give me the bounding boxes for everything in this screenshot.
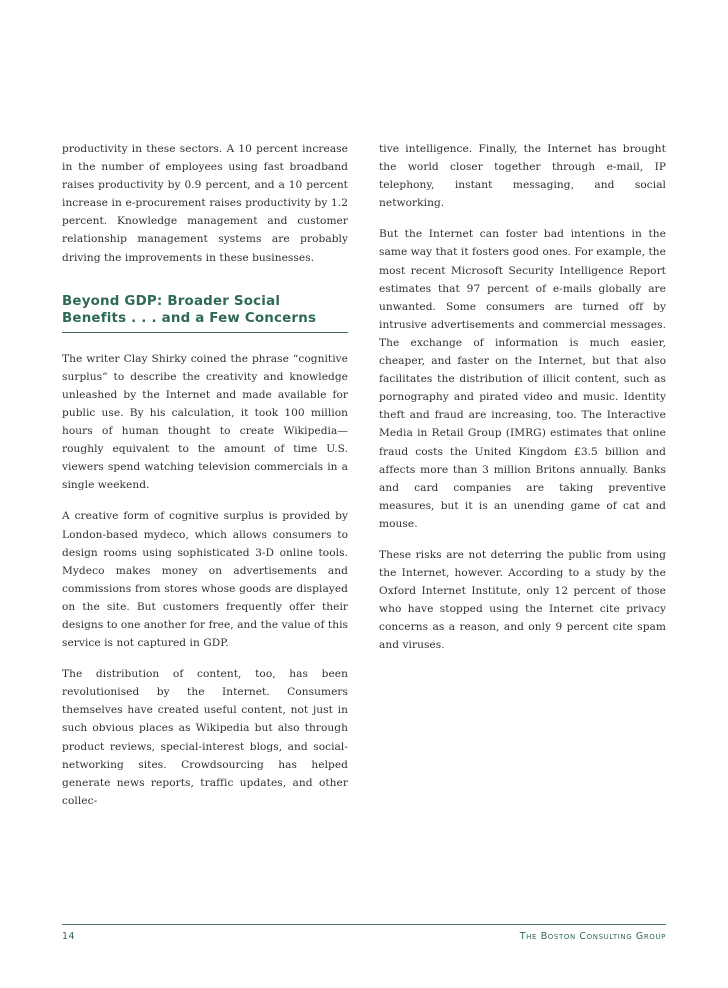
footer-organization: The Boston Consulting Group	[519, 931, 666, 942]
body-paragraph: The writer Clay Shirky coined the phrase “cognitive surplus” to describe the creativity and knowledge unleashed by the Internet and made available for public use. By his calculation, it took 100 million hours of human thought to create Wikipedia—roughly equivalent to the amount of time U.S. viewers spend watching television commercials in a single weekend.	[62, 352, 348, 492]
right-column	[379, 140, 666, 668]
body-paragraph: But the Internet can foster bad intentions in the same way that it fosters good ones. For example, the most recent Microsoft Security Intelligence Report estimates that 97 percent of e-mails globally are unwanted. Some consumers are turned off by intrusive advertisements and commercial messages. The exchange of information is much easier, cheaper, and faster on the Internet, but that also facilitates the distribution of illicit content, such as pornography and pirated video and music. Identity theft and fraud are increasing, too. The Interactive Media in Retail Group (IMRG) estimates that online fraud costs the United Kingdom £3.5 billion and affects more than 3 million Britons annually. Banks and card companies are taking preventive measures, but it is an unending game of cat and mouse.	[379, 228, 666, 530]
section-heading: Beyond GDP: Broader Social Benefits . . . and a Few Concerns	[62, 293, 317, 326]
body-paragraph: tive intelligence. Finally, the Internet has brought the world closer together through e-mail, IP telephony, instant messaging, and social networking.	[379, 143, 666, 210]
body-paragraph: The distribution of content, too, has been revolutionised by the Internet. Consumers themselves have created useful content, not just in such obvious places as Wikipedia but also through product reviews, special-interest blogs, and social-networking sites. Crowdsourcing has helped generate news reports, traffic updates, and other collec-	[62, 668, 348, 807]
body-paragraph: These risks are not deterring the public from using the Internet, however. According to a study by the Oxford Internet Institute, only 12 percent of those who have stopped using the Internet cite privacy concerns as a reason, and only 9 percent cite spam and viruses.	[379, 548, 666, 652]
heading-divider	[62, 332, 348, 333]
footer-divider	[62, 924, 666, 925]
page-number: 14	[62, 931, 76, 942]
body-paragraph: productivity in these sectors. A 10 percent increase in the number of employees using fast broadband raises productivity by 0.9 percent, and a 10 percent increase in e-procurement raises productivity by 1.2 percent. Knowledge management and customer relationship management systems are probably driving the improvements in these businesses.	[62, 143, 348, 264]
body-paragraph: A creative form of cognitive surplus is provided by London-based mydeco, which allows consumers to design rooms using sophisticated 3-D online tools. Mydeco makes money on advertisements and commissions from stores whose goods are displayed on the site. But customers frequently offer their designs to one another for free, and the value of this service is not captured in GDP.	[62, 510, 348, 650]
left-column	[62, 140, 348, 823]
